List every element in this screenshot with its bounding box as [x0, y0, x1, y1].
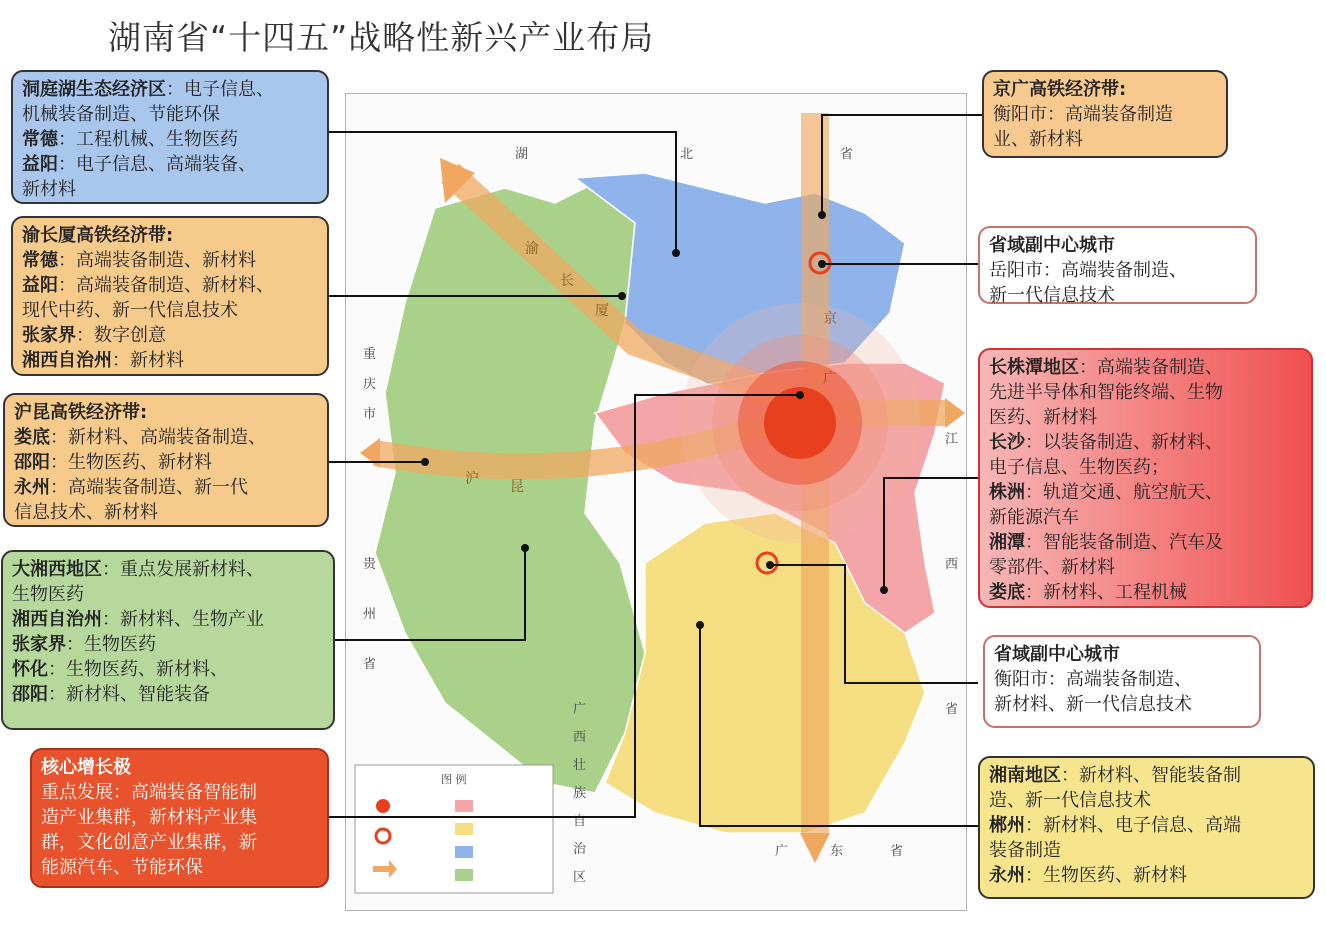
map-label-guangxi-6: 治 — [573, 842, 587, 857]
yueyang-line — [989, 233, 1246, 258]
changzhutan-line-heading: 湘潭 — [989, 532, 1025, 553]
hengyang-line-text: 新材料、新一代信息技术 — [994, 694, 1192, 715]
xiangnan-line — [989, 763, 1304, 788]
changzhutan-line-text: 医药、新材料 — [989, 407, 1097, 428]
map-label-chongqing-2: 庆 — [363, 377, 377, 392]
yuchangxia-line-heading: 益阳 — [22, 275, 58, 296]
xiangnan-line — [989, 863, 1304, 888]
dongting-line-text: 新材料 — [22, 179, 76, 200]
hukun-line — [14, 400, 318, 425]
map-label-jiangxi-1: 江 — [945, 432, 959, 447]
map-label-guangxi-2: 西 — [573, 730, 587, 745]
hengyang-line — [994, 692, 1250, 717]
changzhutan-line-text: 先进半导体和智能终端、生物 — [989, 382, 1223, 403]
page-title: 湖南省“十四五”战略性新兴产业布局 — [108, 18, 655, 57]
dongting-line — [22, 152, 318, 177]
box-xiangnan-region — [978, 756, 1315, 899]
daxiangxi-line-text: 生物医药 — [12, 584, 84, 605]
hukun-line-text: ：新材料、高端装备制造、 — [50, 427, 266, 448]
yuchangxia-line — [22, 323, 318, 348]
changzhutan-line-text: ：高端装备制造、 — [1079, 357, 1223, 378]
daxiangxi-line — [12, 607, 324, 632]
changzhutan-line — [989, 430, 1302, 455]
corridor-label-chang: 长 — [560, 273, 574, 289]
yuchangxia-line-heading: 张家界 — [22, 325, 76, 346]
yuchangxia-line-text: ：新材料 — [112, 350, 184, 371]
hukun-line — [14, 425, 318, 450]
changzhutan-line-heading: 长沙 — [989, 432, 1025, 453]
changzhutan-line-heading: 长株潭地区 — [989, 357, 1079, 378]
changzhutan-line-text: ：智能装备制造、汽车及 — [1025, 532, 1223, 553]
hengyang-line-heading: 省域副中心城市 — [994, 644, 1120, 665]
corridor-label-yu: 渝 — [525, 241, 539, 257]
corridor-label-hu: 沪 — [465, 471, 479, 487]
dongting-line-text: 机械装备制造、节能环保 — [22, 104, 220, 125]
hengyang-line-text: 衡阳市：高端装备制造、 — [994, 669, 1192, 690]
hukun-line — [14, 475, 318, 500]
map-label-guizhou-2: 州 — [363, 607, 377, 622]
changzhutan-line — [989, 530, 1302, 555]
yuchangxia-line-heading: 常德 — [22, 250, 58, 271]
hengyang-line — [994, 642, 1250, 667]
legend-title: 图 例 — [441, 773, 467, 786]
changzhutan-line-text: ：新材料、工程机械 — [1025, 582, 1187, 603]
map-legend — [355, 765, 553, 893]
yuchangxia-line — [22, 348, 318, 373]
map-label-guangdong-1: 广 — [775, 844, 789, 859]
core-line — [41, 780, 318, 805]
yueyang-line — [989, 258, 1246, 283]
dongting-line-heading: 益阳 — [22, 154, 58, 175]
map-label-guangdong-2: 东 — [830, 844, 844, 859]
changzhutan-line-heading: 株洲 — [989, 482, 1025, 503]
dongting-line — [22, 102, 318, 127]
daxiangxi-line-text: ：新材料、智能装备 — [48, 684, 210, 705]
jingguang-line-text: 业、新材料 — [993, 129, 1083, 150]
core-line — [41, 830, 318, 855]
jingguang-line — [993, 77, 1217, 102]
map-label-hubei-2: 北 — [680, 147, 694, 162]
yuchangxia-line — [22, 273, 318, 298]
xiangnan-line-text: 造、新一代信息技术 — [989, 790, 1151, 811]
hukun-line-heading: 永州 — [14, 477, 50, 498]
changzhutan-line — [989, 480, 1302, 505]
dongting-line — [22, 177, 318, 202]
xiangnan-line-heading: 湘南地区 — [989, 765, 1061, 786]
changzhutan-line — [989, 455, 1302, 480]
dongting-line-text: ：电子信息、高端装备、 — [58, 154, 256, 175]
yuchangxia-line — [22, 298, 318, 323]
xiangnan-line — [989, 838, 1304, 863]
changzhutan-line-text: 电子信息、生物医药； — [989, 457, 1169, 478]
box-greater-xiangxi-region — [1, 550, 335, 730]
yuchangxia-line-heading: 湘西自治州 — [22, 350, 112, 371]
yuchangxia-line — [22, 223, 318, 248]
changzhutan-line — [989, 380, 1302, 405]
corridor-label-jing: 京 — [823, 311, 837, 327]
jingguang-line-heading: 京广高铁经济带: — [993, 79, 1127, 100]
core-line — [41, 805, 318, 830]
daxiangxi-line — [12, 582, 324, 607]
map-label-guangxi-4: 族 — [573, 786, 587, 801]
map-label-hubei-1: 湖 — [515, 147, 529, 162]
core-line-text: 造产业集群，新材料产业集 — [41, 807, 257, 828]
core-line-heading: 核心增长极 — [41, 757, 131, 778]
changzhutan-line — [989, 505, 1302, 530]
yueyang-line-heading: 省域副中心城市 — [989, 235, 1115, 256]
map-label-guizhou-1: 贵 — [363, 557, 377, 572]
hukun-line-text: ：生物医药、新材料 — [50, 452, 212, 473]
hengyang-line — [994, 667, 1250, 692]
daxiangxi-line — [12, 632, 324, 657]
xiangnan-line-text: ：生物医药、新材料 — [1025, 865, 1187, 886]
changzhutan-line-heading: 娄底 — [989, 582, 1025, 603]
map-label-jiangxi-2: 西 — [945, 557, 959, 572]
hukun-line-heading: 娄底 — [14, 427, 50, 448]
daxiangxi-line — [12, 657, 324, 682]
yuchangxia-line-text: ：高端装备制造、新材料、 — [58, 275, 274, 296]
map-label-guangxi-7: 区 — [573, 870, 587, 885]
dongting-line-text: ：电子信息、 — [166, 79, 274, 100]
box-chang-zhu-tan-region — [978, 348, 1313, 608]
changzhutan-line — [989, 580, 1302, 605]
map-label-guangxi-3: 壮 — [573, 758, 587, 773]
changzhutan-line-text: ：以装备制造、新材料、 — [1025, 432, 1223, 453]
yuchangxia-line-text: ：数字创意 — [76, 325, 166, 346]
xiangnan-line — [989, 813, 1304, 838]
hukun-line-text: ：高端装备制造、新一代 — [50, 477, 248, 498]
xiangnan-line-heading: 永州 — [989, 865, 1025, 886]
core-line-text: 能源汽车、节能环保 — [41, 857, 203, 878]
corridor-label-xia: 厦 — [595, 303, 609, 319]
dongting-line — [22, 127, 318, 152]
hukun-line-heading: 沪昆高铁经济带: — [14, 402, 148, 423]
jingguang-line-text: 衡阳市：高端装备制造 — [993, 104, 1173, 125]
map-label-guizhou-3: 省 — [363, 657, 377, 672]
yuchangxia-line-text: 现代中药、新一代信息技术 — [22, 300, 238, 321]
core-line — [41, 855, 318, 880]
map-label-hubei-3: 省 — [840, 147, 854, 162]
box-hengyang-sub-center — [983, 635, 1261, 728]
hukun-line — [14, 500, 318, 525]
daxiangxi-line-heading: 怀化 — [12, 659, 48, 680]
daxiangxi-line-text: ：生物医药 — [66, 634, 156, 655]
map-label-guangxi-1: 广 — [573, 702, 587, 717]
daxiangxi-line-heading: 湘西自治州 — [12, 609, 102, 630]
core-line-text: 群，文化创意产业集群，新 — [41, 832, 257, 853]
map-label-guangxi-5: 自 — [573, 814, 587, 829]
yuchangxia-line — [22, 248, 318, 273]
changzhutan-line-text: 零部件、新材料 — [989, 557, 1115, 578]
corridor-label-kun: 昆 — [510, 479, 524, 495]
daxiangxi-line-text: ：新材料、生物产业 — [102, 609, 264, 630]
box-jing-guang-hsr-belt — [982, 70, 1228, 158]
box-yu-chang-xia-hsr-belt — [11, 216, 329, 376]
yuchangxia-line-text: ：高端装备制造、新材料 — [58, 250, 256, 271]
hukun-line-heading: 邵阳 — [14, 452, 50, 473]
box-hu-kun-hsr-belt — [3, 393, 329, 527]
core-line-text: 重点发展：高端装备智能制 — [41, 782, 257, 803]
dongting-line-heading: 常德 — [22, 129, 58, 150]
xiangnan-line-text: ：新材料、电子信息、高端 — [1025, 815, 1241, 836]
daxiangxi-line-text: ：重点发展新材料、 — [102, 559, 264, 580]
changzhutan-line — [989, 555, 1302, 580]
daxiangxi-line-heading: 邵阳 — [12, 684, 48, 705]
yuchangxia-line-heading: 渝长厦高铁经济带: — [22, 225, 174, 246]
jingguang-line — [993, 127, 1217, 152]
map-label-chongqing-3: 市 — [363, 407, 377, 422]
daxiangxi-line-heading: 张家界 — [12, 634, 66, 655]
map-label-guangdong-3: 省 — [890, 844, 904, 859]
changzhutan-line — [989, 355, 1302, 380]
yueyang-line — [989, 283, 1246, 308]
map-label-jiangxi-3: 省 — [945, 702, 959, 717]
yueyang-line-text: 新一代信息技术 — [989, 285, 1115, 306]
daxiangxi-line-heading: 大湘西地区 — [12, 559, 102, 580]
daxiangxi-line — [12, 557, 324, 582]
hukun-line — [14, 450, 318, 475]
xiangnan-line-text: ：新材料、智能装备制 — [1061, 765, 1241, 786]
corridor-label-guang: 广 — [823, 371, 837, 387]
changzhutan-line-text: 新能源汽车 — [989, 507, 1079, 528]
hunan-map — [345, 93, 967, 911]
hukun-line-text: 信息技术、新材料 — [14, 502, 158, 523]
map-label-chongqing-1: 重 — [363, 347, 377, 362]
changzhutan-line — [989, 405, 1302, 430]
daxiangxi-line-text: ：生物医药、新材料、 — [48, 659, 228, 680]
xiangnan-line — [989, 788, 1304, 813]
xiangnan-line-text: 装备制造 — [989, 840, 1061, 861]
xiangnan-line-heading: 郴州 — [989, 815, 1025, 836]
yueyang-line-text: 岳阳市：高端装备制造、 — [989, 260, 1187, 281]
dongting-line — [22, 77, 318, 102]
box-dongting-lake-eco-zone — [11, 70, 329, 204]
dongting-line-heading: 洞庭湖生态经济区 — [22, 79, 166, 100]
box-yueyang-sub-center — [978, 226, 1257, 304]
core-line — [41, 755, 318, 780]
dongting-line-text: ：工程机械、生物医药 — [58, 129, 238, 150]
box-core-growth-pole — [30, 748, 329, 888]
daxiangxi-line — [12, 682, 324, 707]
changzhutan-line-text: ：轨道交通、航空航天、 — [1025, 482, 1223, 503]
jingguang-line — [993, 102, 1217, 127]
